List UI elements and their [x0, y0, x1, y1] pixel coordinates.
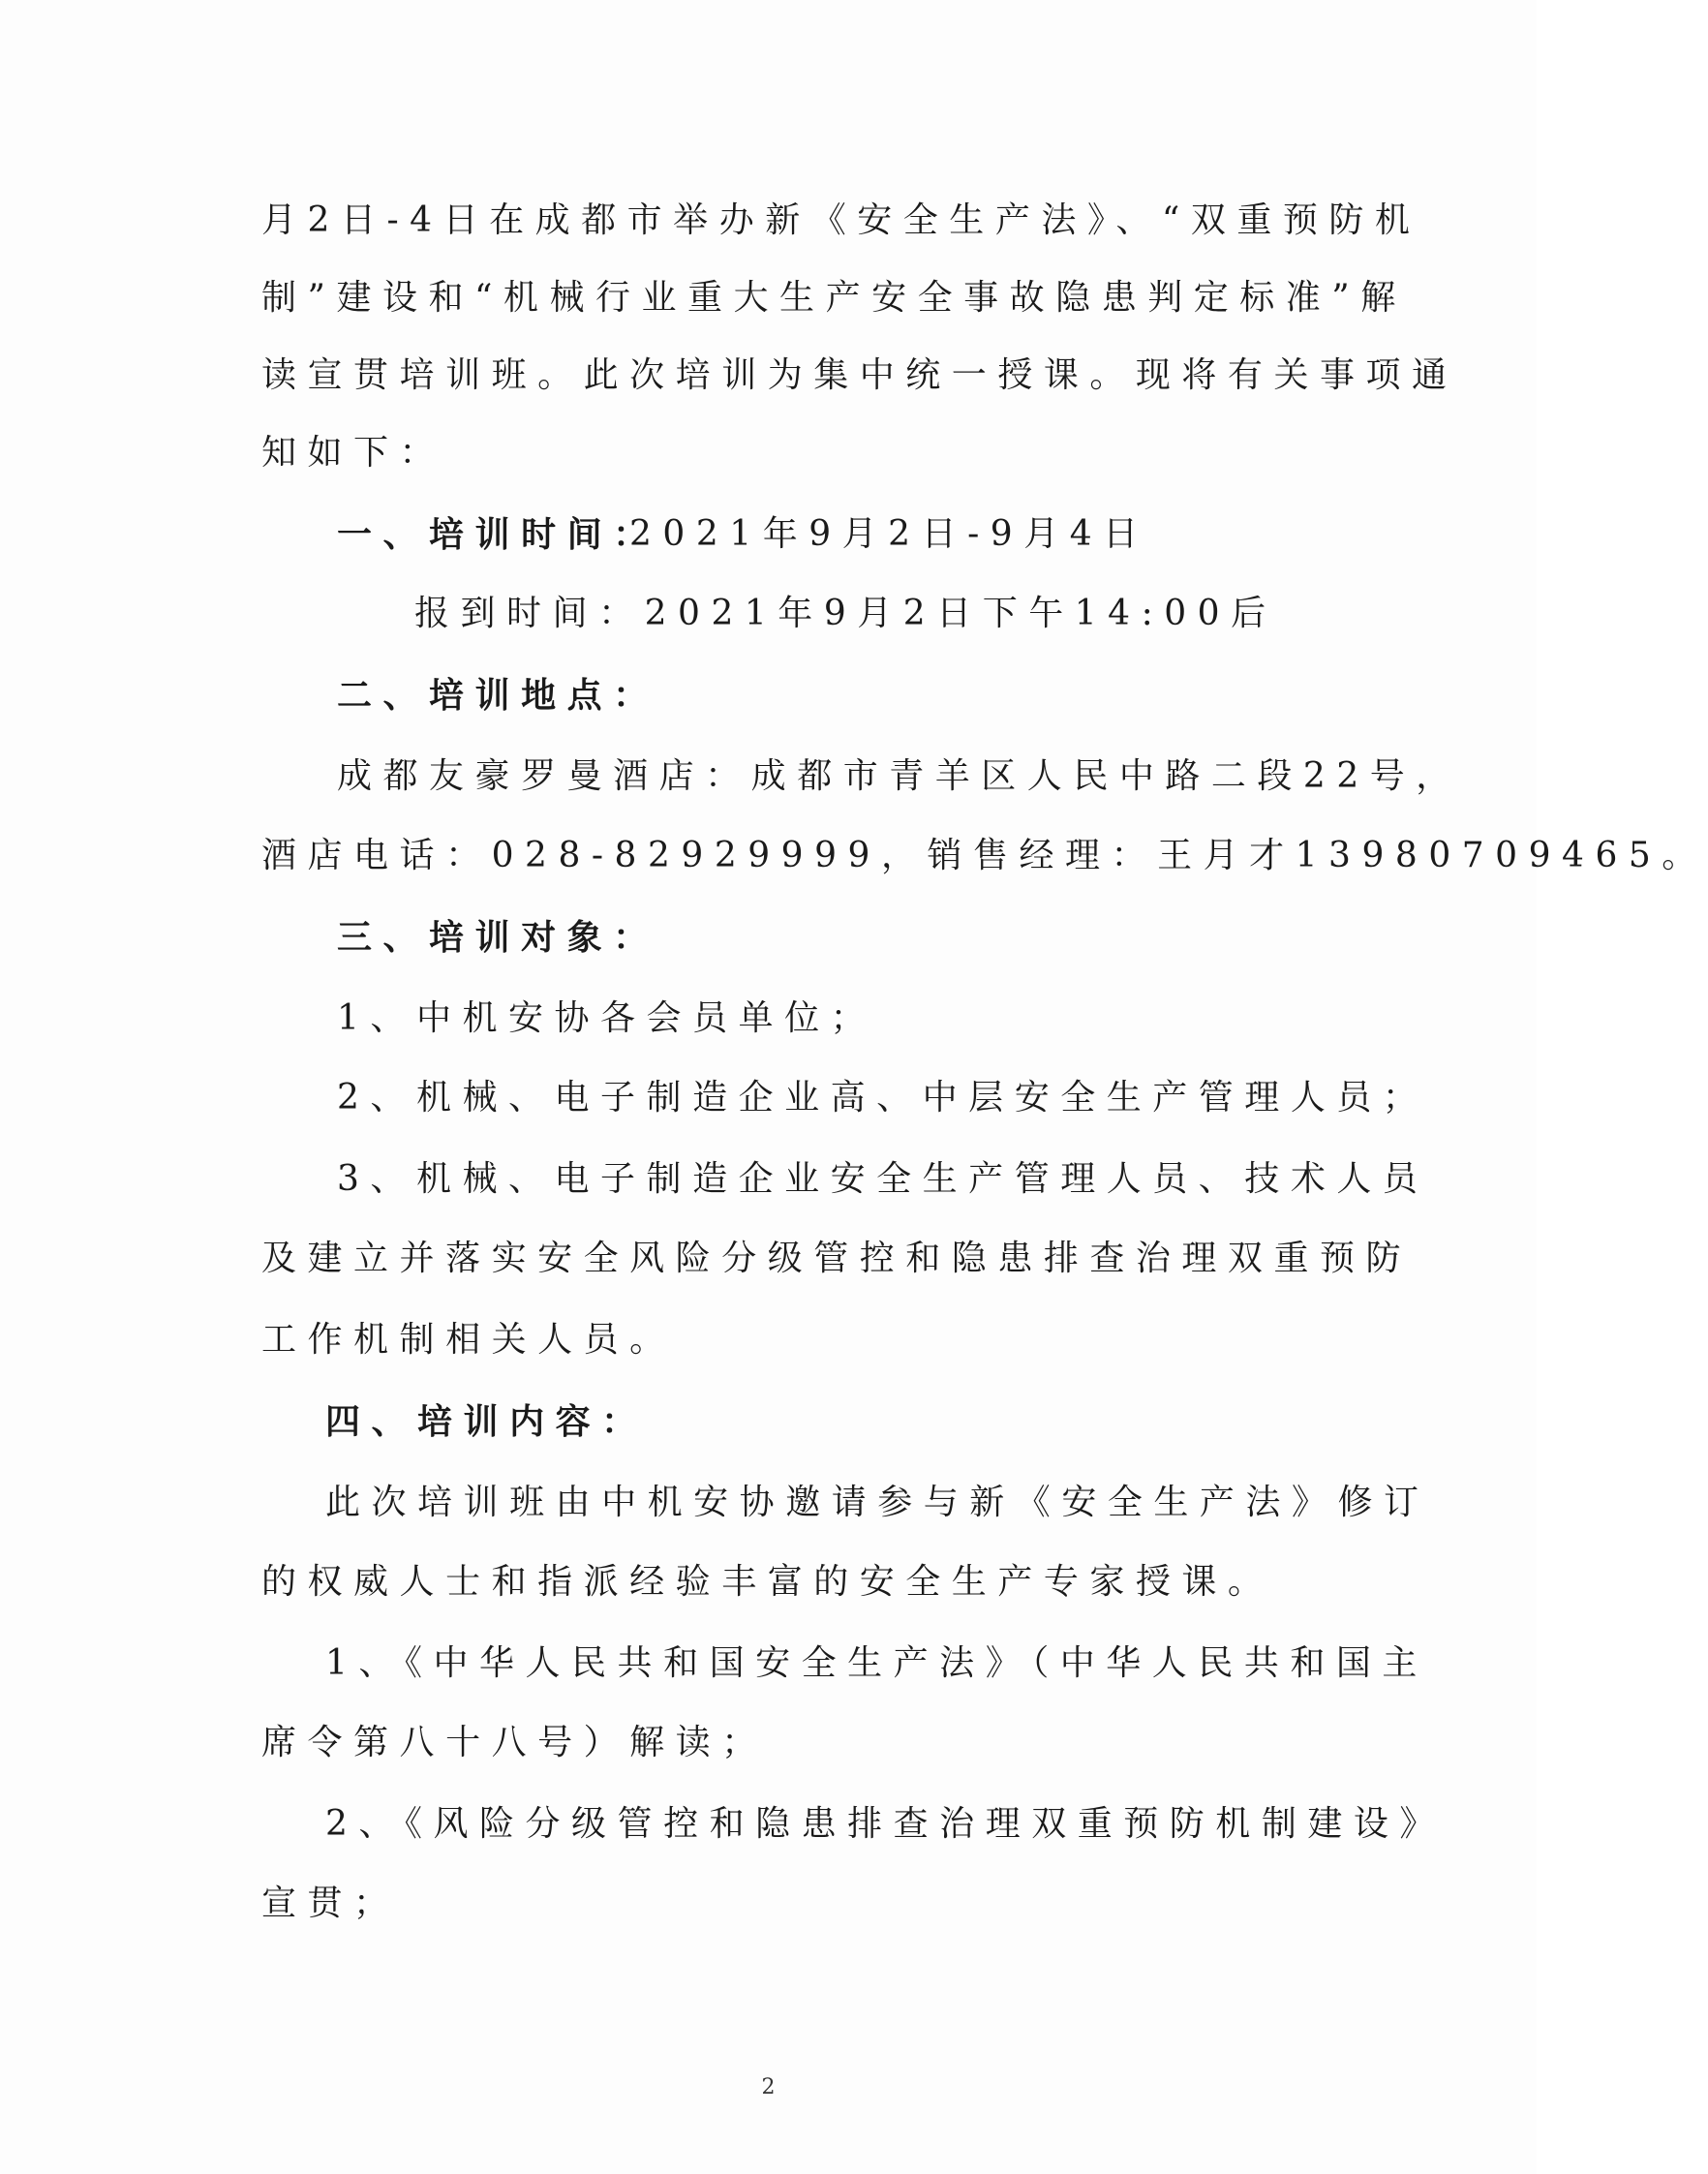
paragraph-line: 制”建设和“机械行业重大生产安全事故隐患判定标准”解: [261, 278, 1407, 318]
paragraph-line: 宣贯；: [261, 1883, 400, 1923]
paragraph-line: 席令第八十八号）解读；: [261, 1723, 768, 1762]
paragraph-line: 及建立并落实安全风险分级管控和隐患排查治理双重预防: [261, 1239, 1413, 1278]
paragraph-line: 工作机制相关人员。: [261, 1320, 676, 1360]
page-number: 2: [761, 2075, 776, 2099]
audience-item: 3、机械、电子制造企业安全生产管理人员、技术人员: [337, 1159, 1429, 1199]
content-item: 1、《中华人民共和国安全生产法》（中华人民共和国主: [325, 1643, 1428, 1683]
paragraph-line: 月2日-4日在成都市举办新《安全生产法》、“双重预防机: [261, 200, 1421, 240]
hotel-phone: 酒店电话：028-82929999，销售经理：王月才13980709465。: [261, 836, 1708, 875]
section-heading-time: 一、培训时间：: [337, 514, 659, 555]
audience-item: 1、中机安协各会员单位；: [337, 998, 877, 1038]
paragraph-line: 知如下：: [261, 433, 446, 473]
content-item: 2、《风险分级管控和隐患排查治理双重预防机制建设》: [325, 1804, 1446, 1844]
training-dates: 2021年9月2日-9月4日: [629, 514, 1149, 554]
paragraph-line: 此次培训班由中机安协邀请参与新《安全生产法》修订: [325, 1483, 1430, 1522]
section-heading-content: 四、培训内容：: [325, 1401, 648, 1442]
paragraph-line: 的权威人士和指派经验丰富的安全生产专家授课。: [261, 1562, 1274, 1602]
section-heading-location: 二、培训地点：: [337, 675, 659, 716]
section-heading-audience: 三、培训对象：: [337, 917, 659, 958]
registration-time: 报到时间：2021年9月2日下午14:00后: [414, 594, 1277, 633]
audience-item: 2、机械、电子制造企业高、中层安全生产管理人员；: [337, 1078, 1429, 1118]
paragraph-line: 读宣贯培训班。此次培训为集中统一授课。现将有关事项通: [261, 355, 1458, 395]
hotel-address: 成都友豪罗曼酒店：成都市青羊区人民中路二段22号，: [337, 756, 1462, 796]
